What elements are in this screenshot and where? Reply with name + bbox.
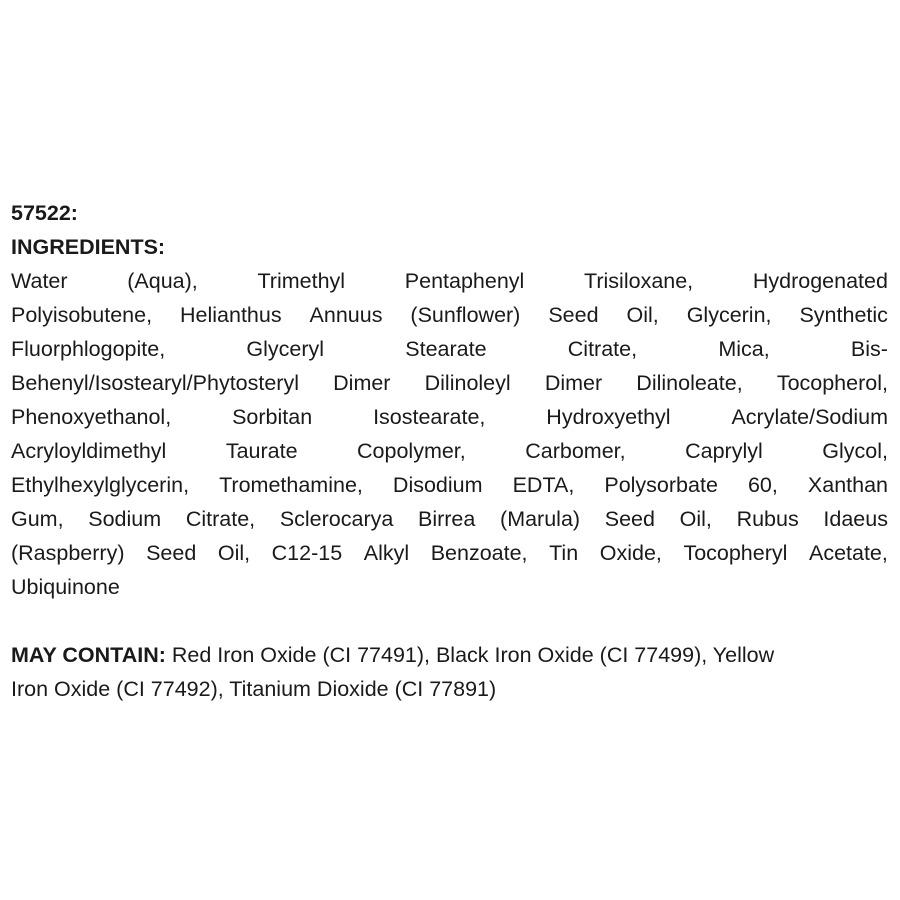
ingredients-line bbox=[11, 366, 888, 400]
ingredient-word: Fluorphlogopite, bbox=[11, 337, 166, 361]
ingredients-line bbox=[11, 502, 888, 536]
ingredient-word: Stearate bbox=[405, 337, 487, 361]
ingredient-word: Oil, bbox=[626, 303, 659, 327]
ingredient-word: Alkyl bbox=[363, 541, 410, 565]
ingredient-word: Hydroxyethyl bbox=[546, 405, 671, 429]
ingredient-word: Trimethyl bbox=[257, 269, 346, 293]
ingredient-word: Benzoate, bbox=[430, 541, 528, 565]
ingredient-word: Helianthus bbox=[180, 303, 282, 327]
ingredient-word: Seed bbox=[604, 507, 655, 531]
ingredient-word: Synthetic bbox=[799, 303, 888, 327]
ingredient-word: Behenyl/Isostearyl/Phytosteryl bbox=[11, 371, 299, 395]
ingredient-word: (Sunflower) bbox=[410, 303, 521, 327]
may-contain-line-2: Iron Oxide (CI 77492), Titanium Dioxide (CI 77891) bbox=[11, 677, 497, 701]
ingredient-word: Seed bbox=[146, 541, 197, 565]
ingredients-list bbox=[11, 264, 888, 570]
ingredient-word: Dimer bbox=[333, 371, 391, 395]
ingredient-word: Isostearate, bbox=[373, 405, 486, 429]
ingredient-word: Glycerin, bbox=[686, 303, 772, 327]
ingredient-word: Rubus bbox=[736, 507, 799, 531]
may-contain-line-1 bbox=[11, 638, 888, 672]
ingredients-line bbox=[11, 434, 888, 468]
ingredient-word: Sclerocarya bbox=[279, 507, 394, 531]
ingredient-word: Acetate, bbox=[808, 541, 888, 565]
ingredient-word: Dilinoleyl bbox=[424, 371, 511, 395]
ingredient-word: C12-15 bbox=[271, 541, 343, 565]
ingredients-line bbox=[11, 298, 888, 332]
ingredient-word: Idaeus bbox=[823, 507, 888, 531]
ingredient-word: Tin bbox=[549, 541, 579, 565]
ingredient-word: Ethylhexylglycerin, bbox=[11, 473, 190, 497]
ingredient-word: Polyisobutene, bbox=[11, 303, 153, 327]
ingredient-word: Glycol, bbox=[822, 439, 888, 463]
ingredients-document bbox=[11, 196, 888, 706]
ingredient-word: Gum, bbox=[11, 507, 64, 531]
ingredients-heading: INGREDIENTS: bbox=[11, 235, 166, 259]
product-code: 57522: bbox=[11, 201, 78, 225]
ingredient-word: Oil, bbox=[679, 507, 712, 531]
ingredient-word: Caprylyl bbox=[685, 439, 763, 463]
ingredient-word: Bis- bbox=[850, 337, 888, 361]
ingredients-line bbox=[11, 332, 888, 366]
ingredient-word: (Raspberry) bbox=[11, 541, 125, 565]
ingredients-last-line: Ubiquinone bbox=[11, 575, 120, 599]
ingredient-word: Dilinoleate, bbox=[636, 371, 743, 395]
ingredient-word: EDTA, bbox=[512, 473, 575, 497]
ingredient-word: Water bbox=[11, 269, 68, 293]
ingredient-word: Birrea bbox=[418, 507, 476, 531]
paragraph-spacer bbox=[11, 604, 888, 638]
ingredient-word: Annuus bbox=[309, 303, 383, 327]
ingredient-word: Acrylate/Sodium bbox=[731, 405, 888, 429]
may-contain-label: MAY CONTAIN: bbox=[11, 643, 166, 667]
ingredient-word: Disodium bbox=[392, 473, 483, 497]
ingredient-word: Pentaphenyl bbox=[404, 269, 525, 293]
ingredient-word: Dimer bbox=[544, 371, 603, 395]
ingredient-word: Polysorbate bbox=[604, 473, 718, 497]
ingredient-word: Carbomer, bbox=[525, 439, 626, 463]
ingredient-word: Copolymer, bbox=[357, 439, 466, 463]
ingredient-word: Sodium bbox=[88, 507, 162, 531]
ingredient-word: Mica, bbox=[718, 337, 770, 361]
ingredients-line bbox=[11, 400, 888, 434]
ingredient-word: Oil, bbox=[217, 541, 251, 565]
ingredients-line bbox=[11, 468, 888, 502]
ingredient-word: Oxide, bbox=[599, 541, 662, 565]
ingredient-word: Tocopheryl bbox=[683, 541, 788, 565]
ingredient-word: Citrate, bbox=[185, 507, 256, 531]
ingredient-word: Phenoxyethanol, bbox=[11, 405, 172, 429]
ingredient-word: 60, bbox=[747, 473, 778, 497]
ingredient-word: Hydrogenated bbox=[752, 269, 888, 293]
ingredient-word: Tromethamine, bbox=[219, 473, 363, 497]
ingredient-word: Sorbitan bbox=[232, 405, 313, 429]
ingredients-line bbox=[11, 536, 888, 570]
ingredients-line bbox=[11, 264, 888, 298]
ingredient-word: Seed bbox=[548, 303, 599, 327]
ingredient-word: Tocopherol, bbox=[776, 371, 888, 395]
ingredient-word: Taurate bbox=[225, 439, 298, 463]
may-contain-text-1: Red Iron Oxide (CI 77491), Black Iron Oxide (CI 77499), Yellow bbox=[165, 643, 775, 667]
ingredient-word: Xanthan bbox=[807, 473, 888, 497]
ingredient-word: Acryloyldimethyl bbox=[11, 439, 167, 463]
ingredient-word: Glyceryl bbox=[246, 337, 325, 361]
ingredient-word: (Marula) bbox=[500, 507, 581, 531]
ingredient-word: Trisiloxane, bbox=[584, 269, 694, 293]
ingredient-word: (Aqua), bbox=[127, 269, 198, 293]
ingredient-word: Citrate, bbox=[567, 337, 638, 361]
